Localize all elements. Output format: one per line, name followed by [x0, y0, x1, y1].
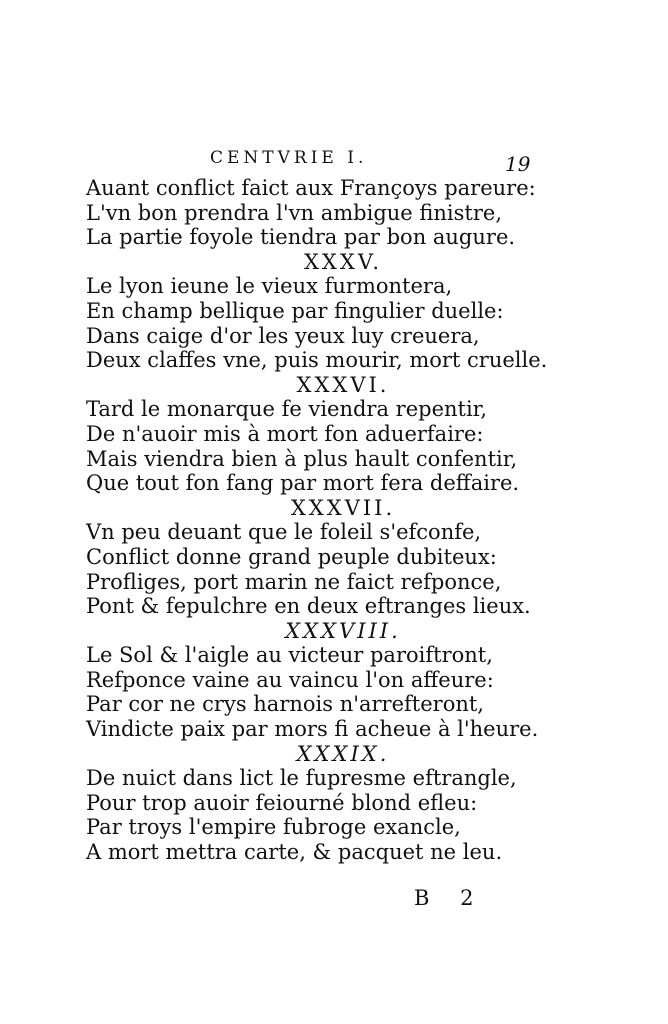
verse-line: Que tout fon fang par mort fera deffaire. [86, 471, 520, 496]
signature-mark: B 2 [414, 886, 486, 910]
verse-line: Vindicte paix par mors fi acheue à l'heure. [86, 717, 539, 742]
quatrain-number: XXXVIII. [285, 618, 401, 643]
verse-line: Vn peu deuant que le foleil s'efconfe, [86, 520, 482, 545]
verse-line: De nuict dans lict le fupresme eftrangle, [86, 766, 517, 791]
quatrain-36 [86, 373, 566, 496]
verse-line: En champ bellique par fingulier duelle: [86, 298, 504, 323]
quatrain-number: XXXVII. [290, 495, 396, 520]
verse-line: De n'auoir mis à mort fon aduerfaire: [86, 421, 484, 446]
verse-line: Par cor ne crys harnois n'arrefteront, [86, 692, 484, 717]
quatrain-37 [86, 496, 566, 619]
verse-line: La partie foyole tiendra par bon augure. [86, 225, 516, 250]
quatrain-number: XXXIX. [296, 741, 390, 766]
verse-line: Auant conflict faict aux Françoys pareure: [86, 176, 536, 200]
verse-line: Refponce vaine au vaincu l'on affeure: [86, 667, 494, 692]
text-block [86, 176, 566, 865]
quatrain-number: XXXV. [303, 249, 383, 274]
verse-line: Pour trop auoir feiourné blond efleu: [86, 790, 478, 815]
quatrain-39 [86, 742, 566, 865]
verse-line: Deux claffes vne, puis mourir, mort cruelle. [86, 348, 548, 373]
quatrain-35 [86, 250, 566, 373]
verse-line: Conflict donne grand peuple dubiteux: [86, 544, 497, 569]
quatrain-number: XXXVI. [296, 372, 390, 397]
verse-line: Mais viendra bien à plus hault confentir, [86, 446, 518, 471]
verse-line: Tard le monarque fe viendra repentir, [86, 397, 488, 422]
running-title: CENTVRIE I. [210, 148, 368, 168]
verse-line: Par troys l'empire fubroge exancle, [86, 815, 461, 840]
verse-line: Profliges, port marin ne faict refponce, [86, 569, 502, 594]
quatrain-38 [86, 619, 566, 742]
verse-line: Le Sol & l'aigle au victeur paroiftront, [86, 643, 493, 668]
page-number: 19 [505, 152, 531, 176]
verse-line: A mort mettra carte, & pacquet ne leu. [86, 840, 503, 865]
verse-line: Le lyon ieune le vieux furmontera, [86, 274, 453, 299]
continued-quatrain [86, 176, 566, 250]
verse-line: L'vn bon prendra l'vn ambigue finistre, [86, 200, 503, 225]
verse-line: Dans caige d'or les yeux luy creuera, [86, 323, 480, 348]
verse-line: Pont & fepulchre en deux eftranges lieux. [86, 594, 531, 619]
